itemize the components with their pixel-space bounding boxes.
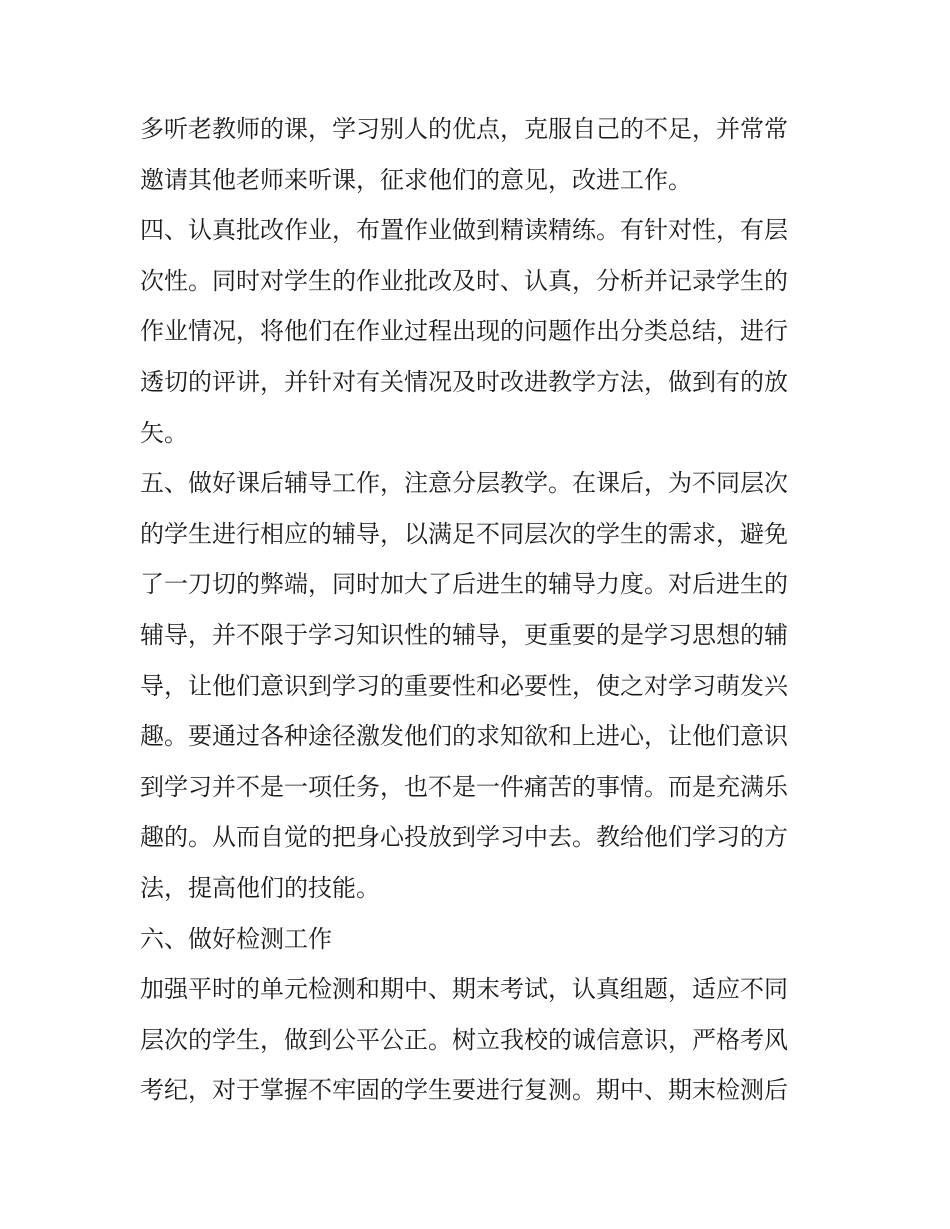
text-line: 透切的评讲，并针对有关情况及时改进教学方法，做到有的放	[140, 367, 788, 396]
text-line: 加强平时的单元检测和期中、期末考试，认真组题，适应不同	[140, 975, 788, 1004]
text-line: 层次的学生，做到公平公正。树立我校的诚信意识，严格考风	[140, 1025, 788, 1054]
text-line: 多听老教师的课，学习别人的优点，克服自己的不足，并常常	[140, 115, 788, 143]
text-line: 趣的。从而自觉的把身心投放到学习中去。教给他们学习的方	[140, 823, 788, 852]
text-line: 五、做好课后辅导工作，注意分层教学。在课后，为不同层次	[140, 469, 788, 498]
text-line: 次性。同时对学生的作业批改及时、认真，分析并记录学生的	[140, 266, 788, 295]
text-line: 作业情况，将他们在作业过程出现的问题作出分类总结，进行	[140, 317, 788, 346]
text-line: 法，提高他们的技能。	[140, 873, 380, 902]
text-line: 的学生进行相应的辅导，以满足不同层次的学生的需求，避免	[140, 519, 788, 548]
text-line: 了一刀切的弊端，同时加大了后进生的辅导力度。对后进生的	[140, 570, 788, 599]
text-line: 导，让他们意识到学习的重要性和必要性，使之对学习萌发兴	[140, 671, 788, 700]
text-line: 邀请其他老师来听课，征求他们的意见，改进工作。	[140, 165, 692, 194]
text-line: 趣。要通过各种途径激发他们的求知欲和上进心，让他们意识	[140, 722, 788, 751]
document-body	[140, 104, 814, 1116]
text-line: 到学习并不是一项任务，也不是一件痛苦的事情。而是充满乐	[140, 772, 788, 801]
text-line: 考纪，对于掌握不牢固的学生要进行复测。期中、期末检测后	[140, 1076, 788, 1105]
text-line: 矢。	[140, 418, 188, 447]
text-line: 四、认真批改作业，布置作业做到精读精练。有针对性，有层	[140, 216, 788, 245]
text-line: 辅导，并不限于学习知识性的辅导，更重要的是学习思想的辅	[140, 620, 788, 649]
section-heading: 六、做好检测工作	[140, 924, 332, 953]
